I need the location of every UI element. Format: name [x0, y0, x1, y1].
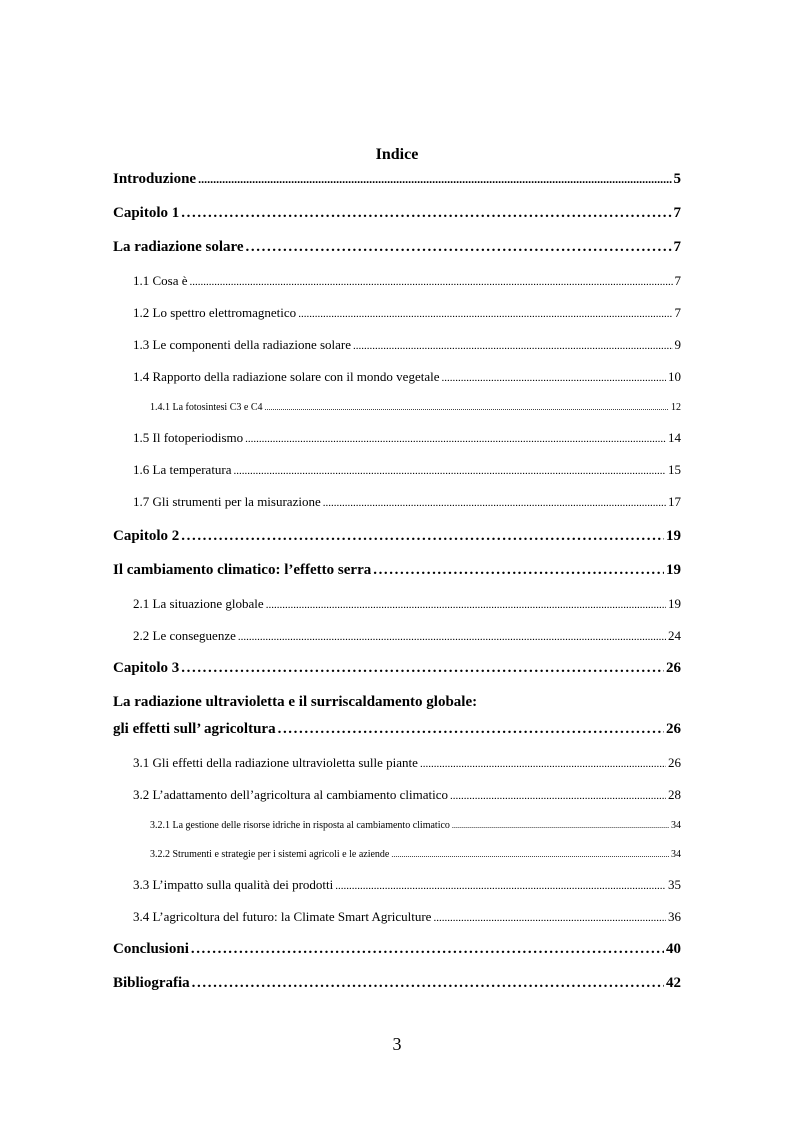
toc-entry-label: 3.4 L’agricoltura del futuro: la Climate Smart Agriculture	[133, 909, 432, 924]
page-number: 3	[392, 1034, 402, 1054]
toc-entry[interactable]	[113, 941, 681, 958]
toc-entry-page: 19	[666, 528, 681, 544]
toc-entry-label: Conclusioni	[113, 941, 189, 957]
toc-entry-page: 10	[668, 369, 681, 384]
page-title: Indice	[375, 146, 419, 163]
leader-dots	[373, 562, 664, 579]
toc-entry[interactable]	[113, 975, 681, 992]
toc-entry[interactable]	[133, 369, 681, 385]
leader-dots	[265, 403, 670, 412]
toc-entry-label: Bibliografia	[113, 975, 190, 991]
toc-entry-label: 1.4.1 La fotosintesi C3 e C4	[150, 402, 263, 413]
toc-entry[interactable]	[150, 402, 681, 413]
toc-entry-label: 3.1 Gli effetti della radiazione ultravioletta sulle piante	[133, 755, 418, 770]
toc-entry-page: 40	[666, 941, 681, 957]
leader-dots	[234, 465, 666, 477]
toc-entry-page: 19	[666, 562, 681, 578]
toc-entry-label: Il cambiamento climatico: l’effetto serra	[113, 562, 372, 578]
toc-entry-label: Introduzione	[113, 171, 197, 187]
toc-entry-label: 3.3 L’impatto sulla qualità dei prodotti	[133, 877, 334, 892]
toc-entry[interactable]	[113, 721, 681, 738]
toc-entry-page: 35	[668, 877, 681, 892]
toc-entry-label: 1.4 Rapporto della radiazione solare con il mondo vegetale	[133, 369, 440, 384]
toc-entry-label: La radiazione solare	[113, 239, 244, 255]
toc-entry-page: 34	[671, 849, 681, 860]
toc-entry-page: 7	[673, 239, 681, 255]
toc-entry-page: 26	[666, 660, 681, 676]
toc-entry-page: 9	[674, 337, 681, 352]
toc-entry[interactable]	[133, 430, 681, 446]
leader-dots	[353, 340, 672, 352]
leader-dots	[452, 821, 669, 830]
toc-entry[interactable]	[113, 205, 681, 222]
toc-entry[interactable]	[133, 596, 681, 612]
leader-dots	[181, 528, 664, 545]
toc-entry-label: 1.2 Lo spettro elettromagnetico	[133, 305, 297, 320]
leader-dots	[181, 205, 671, 222]
leader-dots	[238, 631, 666, 643]
leader-dots	[246, 239, 672, 256]
leader-dots	[266, 599, 666, 611]
toc-entry-page: 12	[671, 402, 681, 413]
toc-entry-page: 28	[668, 787, 681, 802]
leader-dots	[245, 433, 666, 445]
toc-entry[interactable]	[133, 494, 681, 510]
toc-entry-label: Capitolo 3	[113, 660, 180, 676]
leader-dots	[450, 790, 666, 802]
leader-dots	[335, 880, 666, 892]
toc-entry-label: Capitolo 1	[113, 205, 180, 221]
leader-dots	[441, 372, 666, 384]
leader-dots	[192, 975, 664, 992]
toc-entry-page: 24	[668, 628, 681, 643]
leader-dots	[391, 850, 669, 859]
toc-entry[interactable]	[133, 877, 681, 893]
toc-entry-page: 36	[668, 909, 681, 924]
toc-entry[interactable]	[113, 562, 681, 579]
toc-entry[interactable]	[133, 462, 681, 478]
toc-entry-page: 26	[666, 721, 681, 737]
toc-entry-label: 2.1 La situazione globale	[133, 596, 264, 611]
toc-entry-label: 1.1 Cosa è	[133, 273, 188, 288]
toc-entry-label: 1.5 Il fotoperiodismo	[133, 430, 244, 445]
toc-entry-page: 42	[666, 975, 681, 991]
toc-entry[interactable]	[150, 849, 681, 860]
toc-entry[interactable]	[113, 528, 681, 545]
toc-entry[interactable]	[113, 660, 681, 677]
toc-entry-page: 5	[673, 171, 681, 187]
toc-entry-page: 19	[668, 596, 681, 611]
leader-dots	[190, 276, 673, 288]
toc-entry-label: 3.2 L’adattamento dell’agricoltura al cambiamento climatico	[133, 787, 449, 802]
toc-entry[interactable]	[113, 239, 681, 256]
toc-entry-page: 7	[673, 205, 681, 221]
toc-entry-label: 1.7 Gli strumenti per la misurazione	[133, 494, 321, 509]
toc-entry[interactable]	[133, 787, 681, 803]
toc-entry-page: 14	[668, 430, 681, 445]
leader-dots	[298, 308, 672, 320]
toc-entry-page: 17	[668, 494, 681, 509]
toc-entry-label: 1.3 Le componenti della radiazione solare	[133, 337, 352, 352]
toc-entry-heading[interactable]: La radiazione ultravioletta e il surriscaldamento globale:	[113, 694, 478, 710]
toc-entry[interactable]	[133, 337, 681, 353]
toc-entry[interactable]	[133, 628, 681, 644]
toc-entry-label: 1.6 La temperatura	[133, 462, 232, 477]
toc-entry[interactable]	[133, 755, 681, 771]
leader-dots	[198, 172, 671, 187]
leader-dots	[323, 497, 666, 509]
toc-entry-label: gli effetti sull’ agricoltura	[113, 721, 276, 737]
toc-entry-label: 3.2.2 Strumenti e strategie per i sistemi agricoli e le aziende	[150, 849, 390, 860]
toc-entry-page: 15	[668, 462, 681, 477]
toc-entry-page: 34	[671, 820, 681, 831]
leader-dots	[181, 660, 664, 677]
toc-entry-page: 26	[668, 755, 681, 770]
toc-entry[interactable]	[113, 171, 681, 188]
toc-entry[interactable]	[133, 305, 681, 321]
leader-dots	[420, 758, 666, 770]
toc-entry[interactable]	[133, 909, 681, 925]
toc-entry-label: 3.2.1 La gestione delle risorse idriche in risposta al cambiamento climatico	[150, 820, 450, 831]
toc-entry[interactable]	[133, 273, 681, 289]
toc-entry[interactable]	[150, 820, 681, 831]
leader-dots	[278, 721, 664, 738]
toc-entry-page: 7	[674, 273, 681, 288]
leader-dots	[433, 912, 666, 924]
toc-entry-label: Capitolo 2	[113, 528, 180, 544]
toc-entry-label: 2.2 Le conseguenze	[133, 628, 236, 643]
leader-dots	[191, 941, 664, 958]
toc-entry-page: 7	[674, 305, 681, 320]
